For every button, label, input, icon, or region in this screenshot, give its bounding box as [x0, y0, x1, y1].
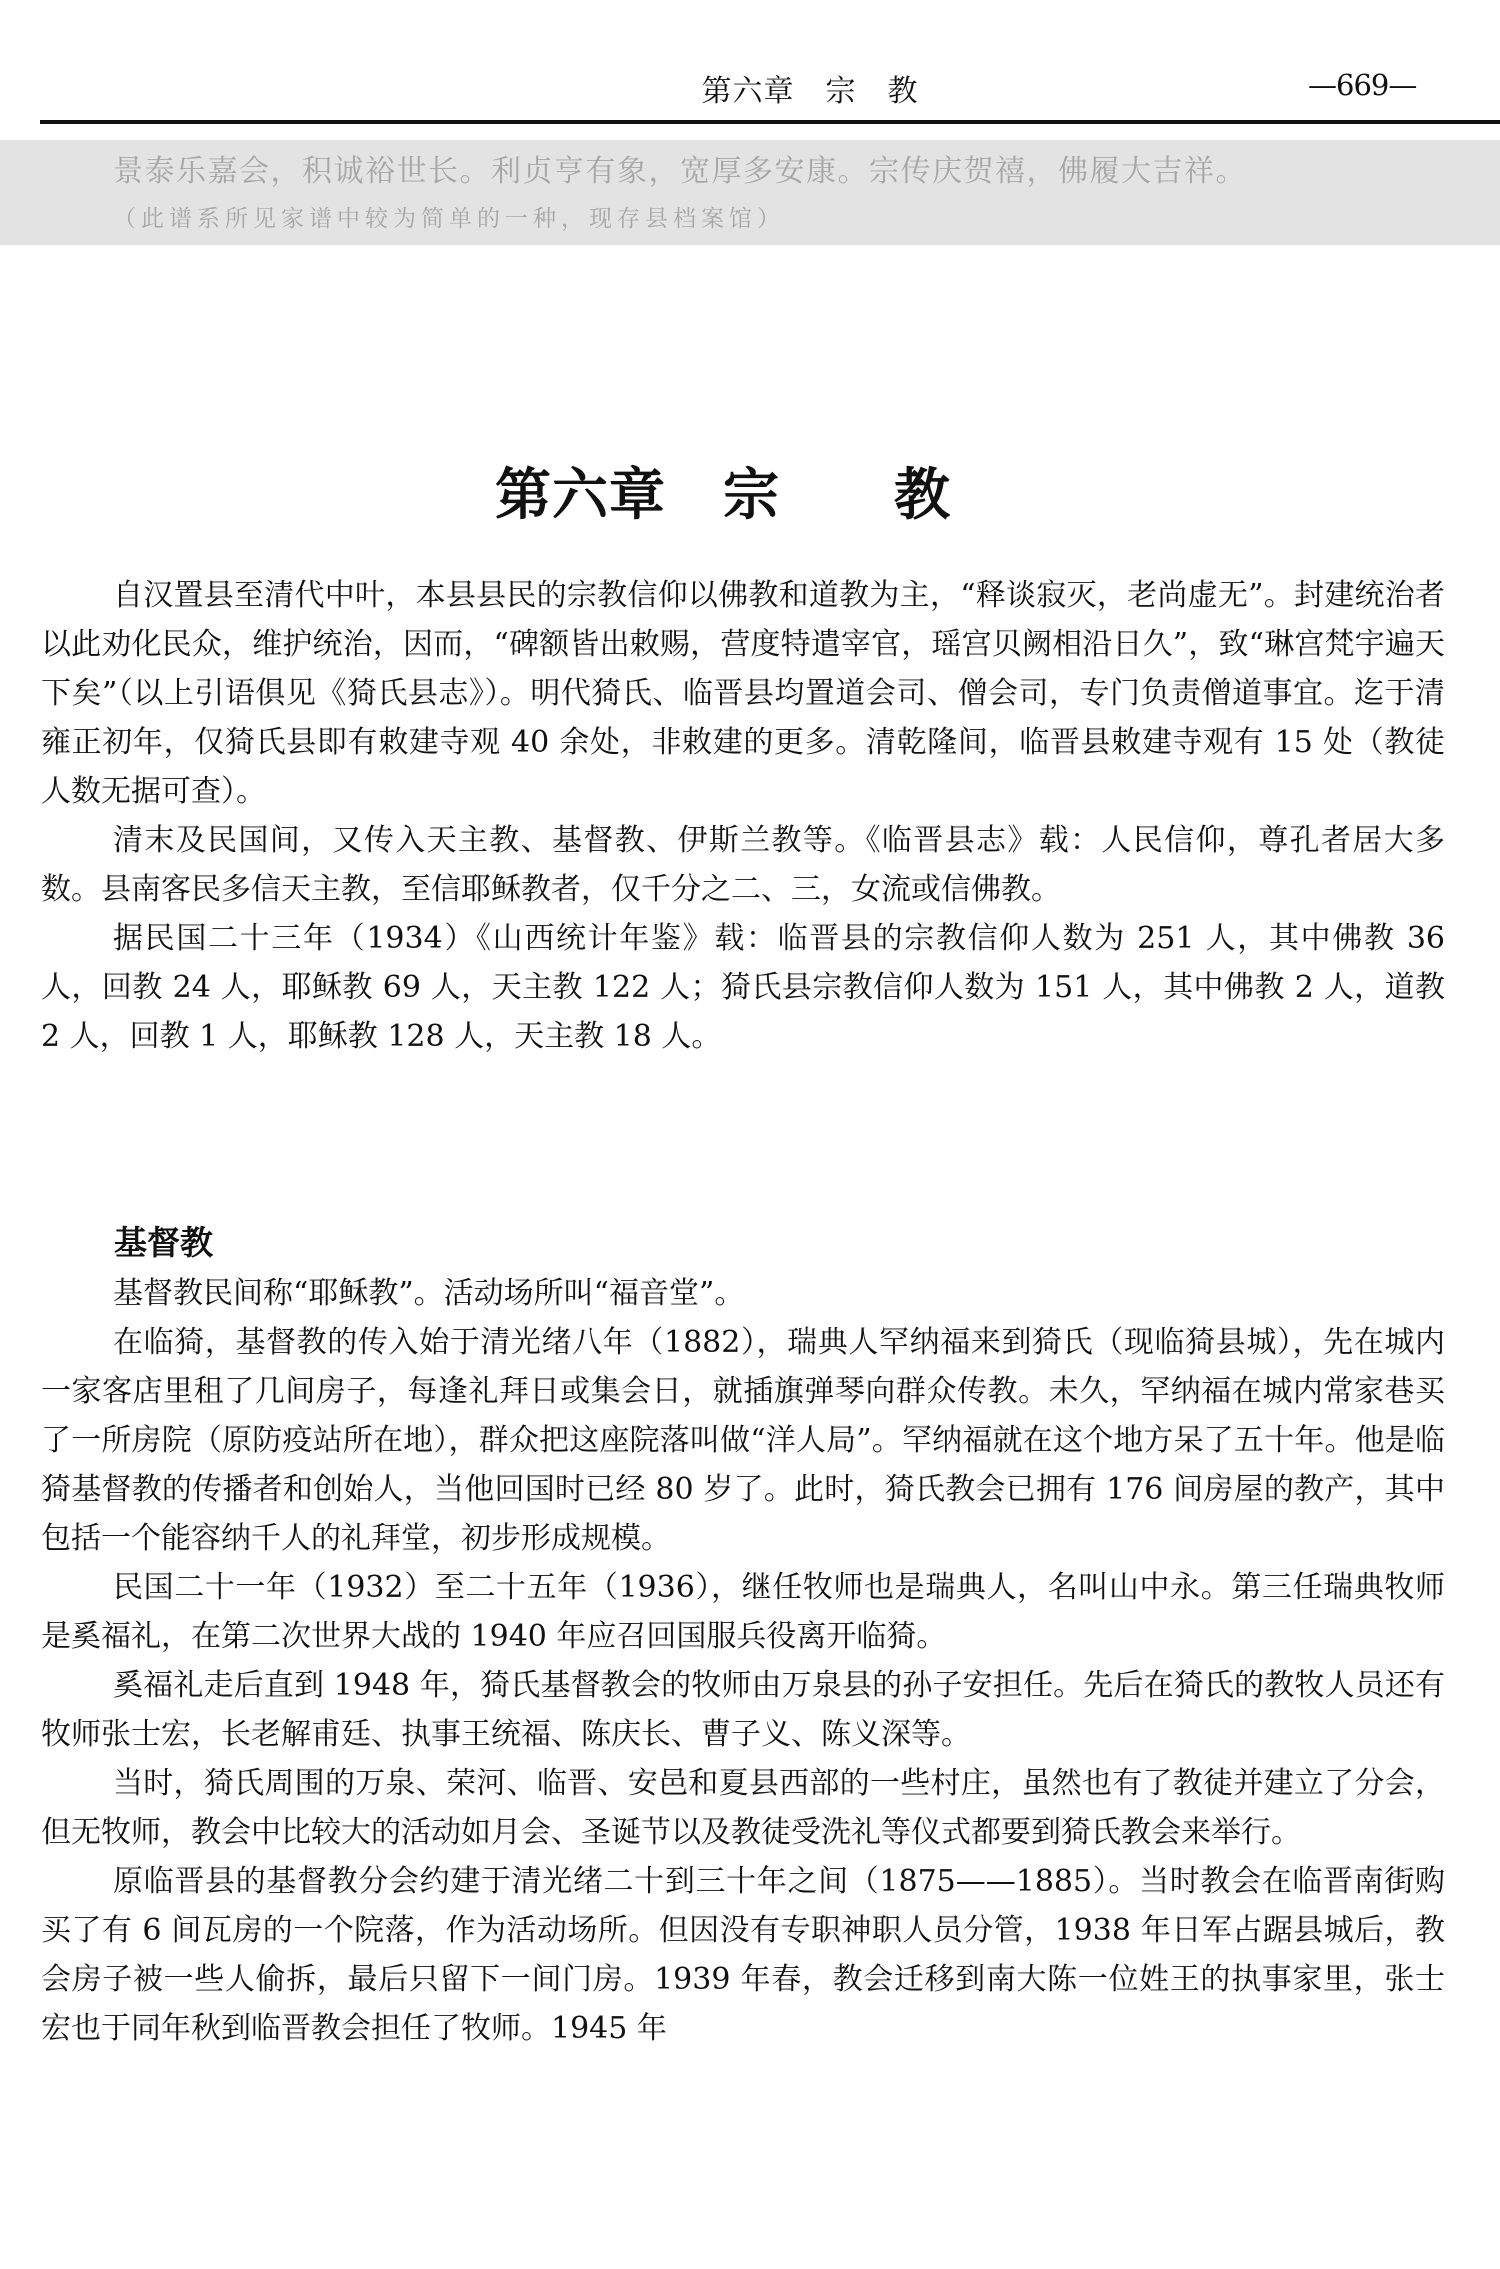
paragraph: 原临晋县的基督教分会约建于清光绪二十到三十年之间（1875——1885）。当时教会在临晋南街购买了有 6 间瓦房的一个院落，作为活动场所。但因没有专职神职人员分管，1938 年日军占踞县城后，教会房子被一些人偷拆，最后只留下一间门房。1939 年春，教会迁移到南大陈一位姓王的执事家里，张士宏也于同年秋到临晋教会担任了牧师。1945 年 [41, 1864, 1445, 2046]
paragraph: 基督教民间称“耶稣教”。活动场所叫“福音堂”。 [113, 1276, 745, 1311]
previous-page-carryover [0, 140, 1500, 245]
header-rule [40, 120, 1500, 124]
section-heading: 基督教 [114, 1223, 213, 1263]
paragraph: 清末及民国间，又传入天主教、基督教、伊斯兰教等。《临晋县志》载：人民信仰，尊孔者居大多数。县南客民多信天主教，至信耶稣教者，仅千分之二、三，女流或信佛教。 [41, 823, 1445, 907]
carryover-verse: 景泰乐嘉会，积诚裕世长。利贞亨有象，宽厚多安康。宗传庆贺禧，佛履大吉祥。 [113, 154, 1247, 189]
intro-text [41, 571, 1445, 1061]
section-text [41, 1269, 1445, 2053]
chapter-title: 第六章 宗 教 [495, 462, 951, 528]
paragraph: 民国二十一年（1932）至二十五年（1936），继任牧师也是瑞典人，名叫山中永。第三任瑞典牧师是奚福礼，在第二次世界大战的 1940 年应召回国服兵役离开临猗。 [41, 1570, 1445, 1654]
paragraph: 在临猗，基督教的传入始于清光绪八年（1882），瑞典人罕纳福来到猗氏（现临猗县城），先在城内一家客店里租了几间房子，每逢礼拜日或集会日，就插旗弹琴向群众传教。未久，罕纳福在城内常家巷买了一所房院（原防疫站所在地），群众把这座院落叫做“洋人局”。罕纳福就在这个地方呆了五十年。他是临猗基督教的传播者和创始人，当他回国时已经 80 岁了。此时，猗氏教会已拥有 176 间房屋的教产，其中包括一个能容纳千人的礼拜堂，初步形成规模。 [41, 1325, 1445, 1556]
paragraph: 据民国二十三年（1934）《山西统计年鉴》载：临晋县的宗教信仰人数为 251 人，其中佛教 36 人，回教 24 人，耶稣教 69 人，天主教 122 人；猗氏县宗教信仰人数为 151 人，其中佛教 2 人，道教 2 人，回教 1 人，耶稣教 128 人，天主教 18 人。 [41, 921, 1445, 1054]
running-title: 第六章 宗 教 [701, 74, 919, 109]
running-head [40, 56, 1500, 109]
paragraph: 奚福礼走后直到 1948 年，猗氏基督教会的牧师由万泉县的孙子安担任。先后在猗氏的教牧人员还有牧师张士宏，长老解甫廷、执事王统福、陈庆长、曹子义、陈义深等。 [41, 1668, 1445, 1752]
paragraph: 自汉置县至清代中叶，本县县民的宗教信仰以佛教和道教为主，“释谈寂灭，老尚虚无”。封建统治者以此劝化民众，维护统治，因而，“碑额皆出敕赐，营度特遣宰官，瑶宫贝阙相沿日久”，致“琳宫梵宇遍天下矣”（以上引语俱见《猗氏县志》）。明代猗氏、临晋县均置道会司、僧会司，专门负责僧道事宜。迄于清雍正初年，仅猗氏县即有敕建寺观 40 余处，非敕建的更多。清乾隆间，临晋县敕建寺观有 15 处（教徒人数无据可查）。 [41, 578, 1445, 809]
page-number: —669— [1308, 68, 1417, 102]
carryover-note: （此谱系所见家谱中较为简单的一种，现存县档案馆） [113, 206, 785, 232]
paragraph: 当时，猗氏周围的万泉、荣河、临晋、安邑和夏县西部的一些村庄，虽然也有了教徒并建立了分会，但无牧师，教会中比较大的活动如月会、圣诞节以及教徒受洗礼等仪式都要到猗氏教会来举行。 [41, 1766, 1445, 1850]
